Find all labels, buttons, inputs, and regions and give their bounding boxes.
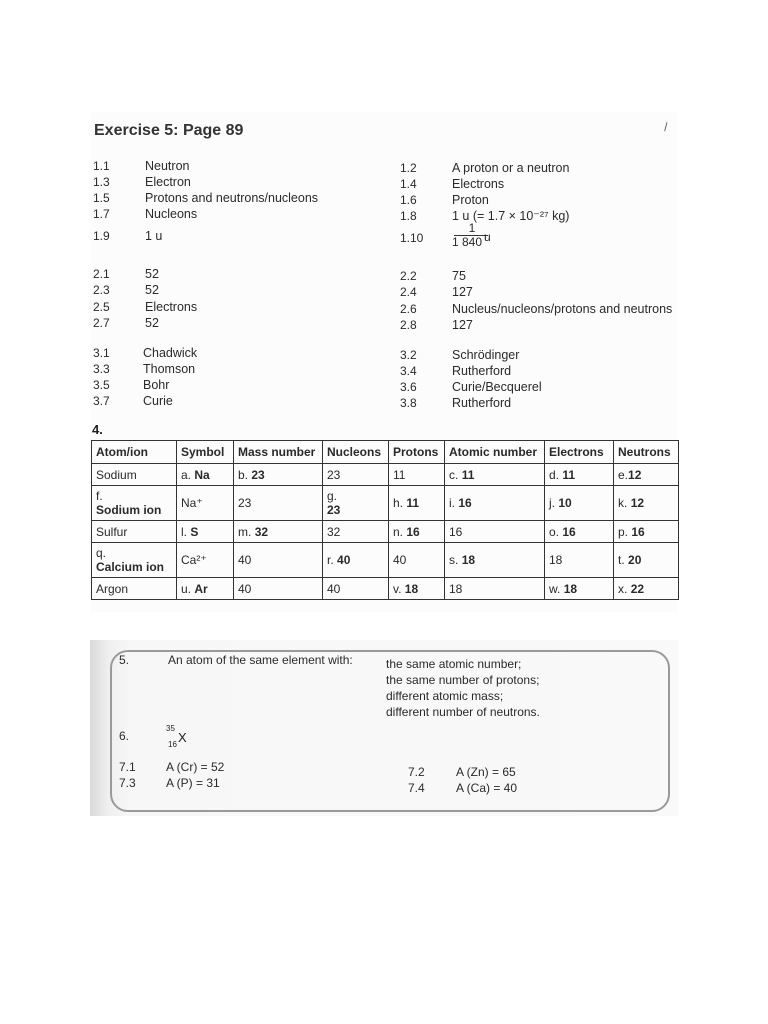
answer-number: 1.1 xyxy=(93,159,110,173)
answer-number: 1.3 xyxy=(93,175,110,189)
cell-nucleons: 40 xyxy=(323,578,389,600)
answer-number: 2.7 xyxy=(93,316,110,330)
answer-number: 1.5 xyxy=(93,191,110,205)
cell-mass: m. 32 xyxy=(234,521,323,543)
isotope-atomic-number: 16 xyxy=(168,740,177,749)
question-5-point: the same number of protons; xyxy=(386,673,540,687)
answer-number: 1.6 xyxy=(400,193,417,207)
cell-symbol: Ca²⁺ xyxy=(177,543,234,578)
cell-symbol: l. S xyxy=(177,521,234,543)
answer-number: 3.3 xyxy=(93,362,110,376)
answer-text: Rutherford xyxy=(452,364,512,378)
cell-protons: v. 18 xyxy=(389,578,445,600)
answer-number: 3.8 xyxy=(400,396,417,410)
answer-text: Curie xyxy=(143,394,173,408)
answer-number: 2.1 xyxy=(93,267,110,281)
cell-symbol: a. Na xyxy=(177,464,234,486)
answer-number: 1.9 xyxy=(93,229,110,243)
answer-number: 3.6 xyxy=(400,380,417,394)
answer-text: Nucleus/nucleons/protons and neutrons xyxy=(452,302,673,316)
answer-text: 1 u (= 1.7 × 10⁻²⁷ kg) xyxy=(452,209,570,223)
header-neutrons: Neutrons xyxy=(614,441,679,464)
question-5-text: An atom of the same element with: xyxy=(168,653,353,667)
answer-number: 7.1 xyxy=(119,760,136,774)
exercise-title: Exercise 5: Page 89 xyxy=(94,122,244,139)
table-row xyxy=(92,486,679,521)
fraction-unit: u xyxy=(484,230,491,244)
isotope-symbol: X xyxy=(178,730,187,745)
cell-mass: 23 xyxy=(234,486,323,521)
cell-electrons: o. 16 xyxy=(545,521,614,543)
answer-number: 2.4 xyxy=(400,285,417,299)
answer-number: 7.2 xyxy=(408,765,425,779)
answer-text: 127 xyxy=(452,285,473,299)
answer-text: Proton xyxy=(452,193,489,207)
question-4-label: 4. xyxy=(92,422,103,437)
answer-text: Chadwick xyxy=(143,346,198,360)
answer-text: 52 xyxy=(145,283,159,297)
answer-number: 3.1 xyxy=(93,346,110,360)
cell-atom: f. Sodium ion xyxy=(92,486,177,521)
cell-atomic: i. 16 xyxy=(445,486,545,521)
cell-nucleons: 23 xyxy=(323,464,389,486)
cell-electrons: 18 xyxy=(545,543,614,578)
cell-symbol: Na⁺ xyxy=(177,486,234,521)
header-atom-ion: Atom/ion xyxy=(92,441,177,464)
fraction-numerator: 1 xyxy=(468,221,476,235)
answer-number: 1.10 xyxy=(400,231,424,245)
answer-text: A (Cr) = 52 xyxy=(166,760,225,774)
cell-atom: Sodium xyxy=(92,464,177,486)
answer-text: Electrons xyxy=(145,300,198,314)
answer-number: 1.2 xyxy=(400,161,417,175)
header-atomic-number: Atomic number xyxy=(445,441,545,464)
table-row xyxy=(92,543,679,578)
answer-text: Nucleons xyxy=(145,207,198,221)
cell-neutrons: t. 20 xyxy=(614,543,679,578)
question-5-point: the same atomic number; xyxy=(386,657,522,671)
answer-text: 52 xyxy=(145,316,159,330)
header-symbol: Symbol xyxy=(177,441,234,464)
answer-number: 2.3 xyxy=(93,283,110,297)
answer-text: 52 xyxy=(145,267,159,281)
cell-mass: b. 23 xyxy=(234,464,323,486)
answer-text: Curie/Becquerel xyxy=(452,380,542,394)
cell-atomic: 16 xyxy=(445,521,545,543)
cell-mass: 40 xyxy=(234,578,323,600)
answer-text: A (P) = 31 xyxy=(166,776,220,790)
cell-atomic: s. 18 xyxy=(445,543,545,578)
corner-mark: \ xyxy=(660,120,671,134)
cell-electrons: j. 10 xyxy=(545,486,614,521)
cell-protons: 40 xyxy=(389,543,445,578)
answer-text: Thomson xyxy=(143,362,196,376)
atoms-table xyxy=(91,440,679,600)
table-row xyxy=(92,578,679,600)
cell-nucleons: r. 40 xyxy=(323,543,389,578)
answer-number: 3.5 xyxy=(93,378,110,392)
answer-number: 3.7 xyxy=(93,394,110,408)
cell-mass: 40 xyxy=(234,543,323,578)
answer-text: Bohr xyxy=(143,378,170,392)
cell-protons: 11 xyxy=(389,464,445,486)
cell-neutrons: p. 16 xyxy=(614,521,679,543)
answer-number: 2.2 xyxy=(400,269,417,283)
cell-atomic: c. 11 xyxy=(445,464,545,486)
answer-number: 5. xyxy=(119,653,130,667)
header-electrons: Electrons xyxy=(545,441,614,464)
answer-text: 127 xyxy=(452,318,473,332)
answer-number: 2.5 xyxy=(93,300,110,314)
answer-number: 3.2 xyxy=(400,348,417,362)
answer-number: 7.3 xyxy=(119,776,136,790)
cell-atomic: 18 xyxy=(445,578,545,600)
table-row xyxy=(92,464,679,486)
header-mass-number: Mass number xyxy=(234,441,323,464)
question-5-point: different number of neutrons. xyxy=(386,705,540,719)
cell-neutrons: k. 12 xyxy=(614,486,679,521)
answer-text: Schrödinger xyxy=(452,348,520,362)
cell-nucleons: g. 23 xyxy=(323,486,389,521)
cell-symbol: u. Ar xyxy=(177,578,234,600)
answer-number: 7.4 xyxy=(408,781,425,795)
header-protons: Protons xyxy=(389,441,445,464)
cell-atom: Argon xyxy=(92,578,177,600)
cell-atom: Sulfur xyxy=(92,521,177,543)
header-nucleons: Nucleons xyxy=(323,441,389,464)
answer-text: Rutherford xyxy=(452,396,512,410)
answer-number: 1.8 xyxy=(400,209,417,223)
isotope-mass-number: 35 xyxy=(166,724,175,733)
answer-number: 1.4 xyxy=(400,177,417,191)
answer-text: Electrons xyxy=(452,177,505,191)
cell-electrons: d. 11 xyxy=(545,464,614,486)
answer-text: Protons and neutrons/nucleons xyxy=(145,191,319,205)
cell-protons: n. 16 xyxy=(389,521,445,543)
answer-number: 6. xyxy=(119,729,130,743)
answer-text: A (Ca) = 40 xyxy=(456,781,518,795)
cell-neutrons: x. 22 xyxy=(614,578,679,600)
answer-text: 75 xyxy=(452,269,466,283)
table-header-row xyxy=(92,441,679,464)
cell-neutrons: e.12 xyxy=(614,464,679,486)
cell-atom: q. Calcium ion xyxy=(92,543,177,578)
answer-number: 2.6 xyxy=(400,302,417,316)
fraction-denominator: 1 840 xyxy=(452,235,483,249)
answer-number: 2.8 xyxy=(400,318,417,332)
answer-number: 1.7 xyxy=(93,207,110,221)
answer-text: A proton or a neutron xyxy=(452,161,570,175)
answer-text: A (Zn) = 65 xyxy=(456,765,516,779)
question-5-point: different atomic mass; xyxy=(386,689,504,703)
answer-text: Electron xyxy=(145,175,191,189)
cell-nucleons: 32 xyxy=(323,521,389,543)
answer-number: 3.4 xyxy=(400,364,417,378)
answer-text: 1 u xyxy=(145,229,163,243)
answer-text: Neutron xyxy=(145,159,190,173)
cell-protons: h. 11 xyxy=(389,486,445,521)
table-row xyxy=(92,521,679,543)
cell-electrons: w. 18 xyxy=(545,578,614,600)
